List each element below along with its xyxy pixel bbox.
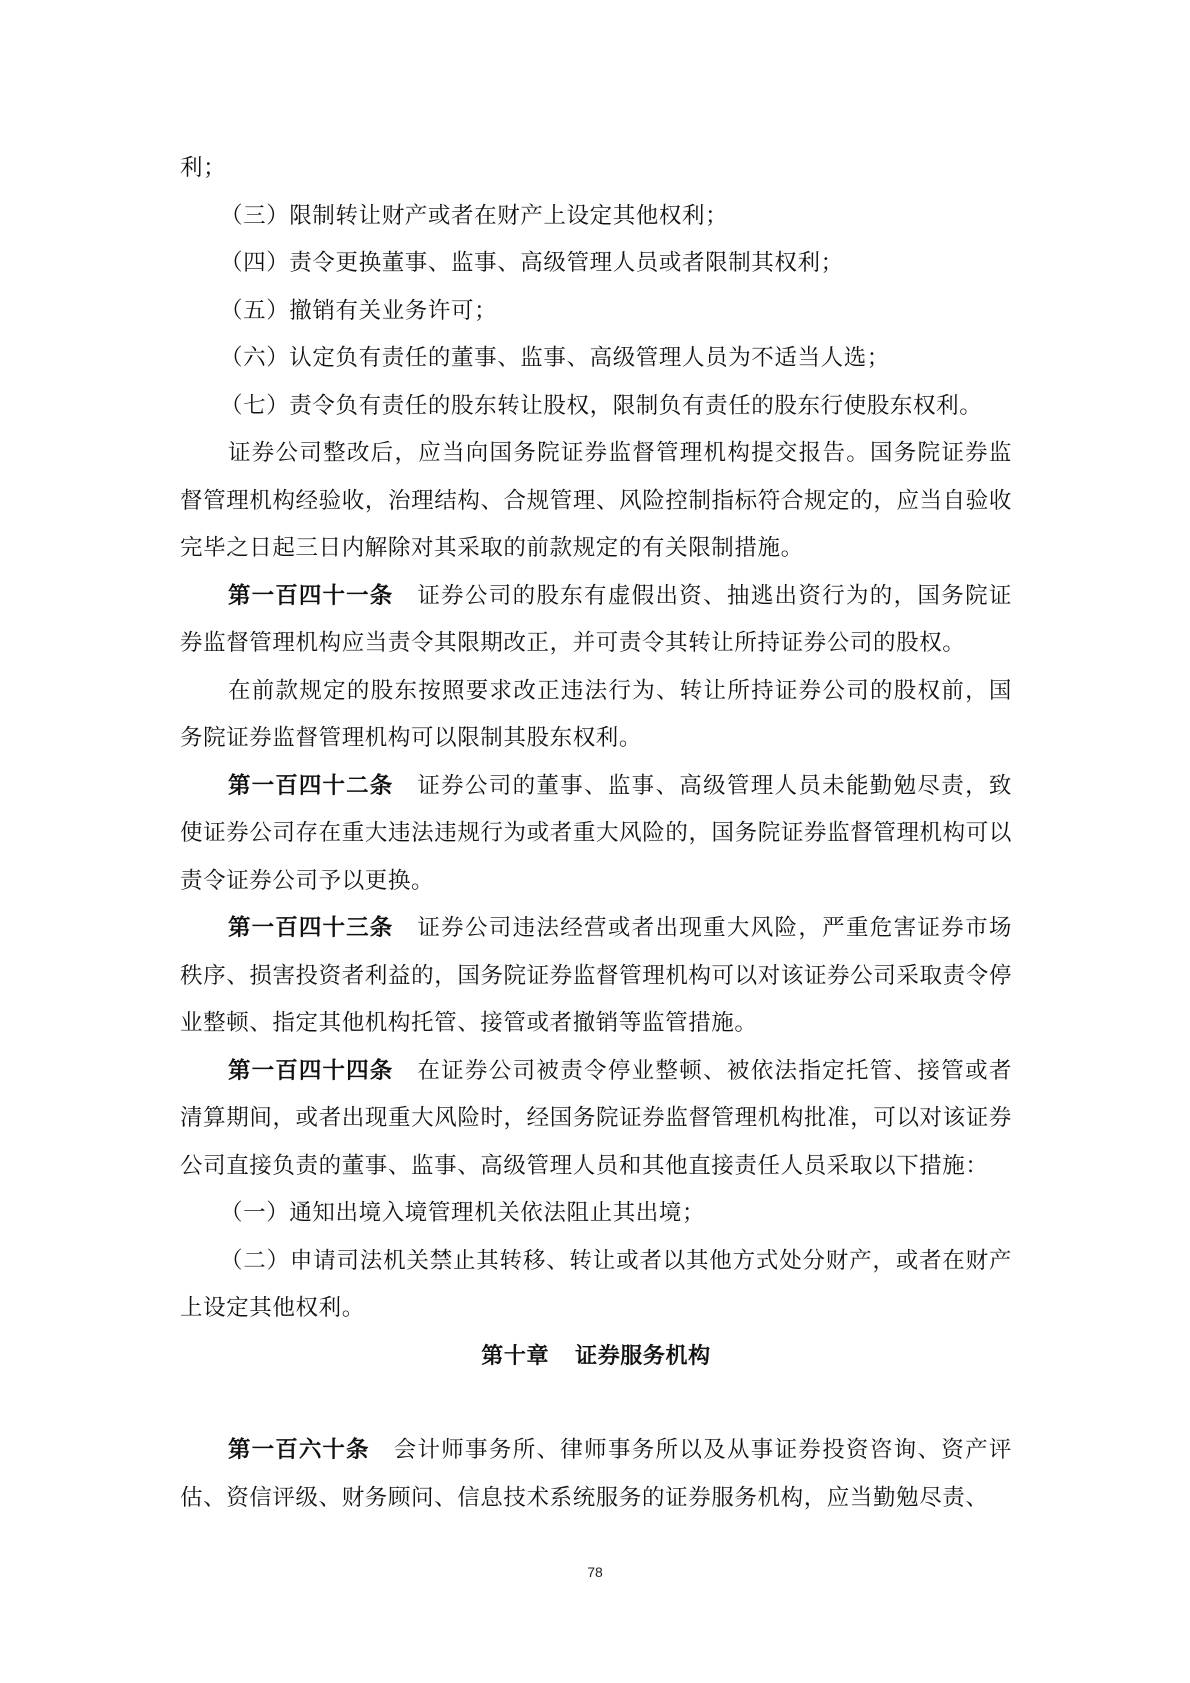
document-body: [180, 145, 1012, 1522]
list-item: （六）认定负有责任的董事、监事、高级管理人员为不适当人选；: [220, 345, 890, 371]
list-item: （五）撤销有关业务许可；: [220, 297, 498, 324]
article-number: 第一百四十二条: [228, 772, 394, 799]
list-item: （一）通知出境入境管理机关依法阻止其出境；: [220, 1200, 706, 1226]
continued-line: 利；: [180, 155, 227, 181]
chapter-title: 证券服务机构: [575, 1343, 711, 1369]
article-number: 第一百六十条: [228, 1437, 370, 1463]
article-141: [180, 573, 1012, 668]
article-text: 证券公司的股东有虚假出资、抽逃出资行为的，国务院证券监督管理机构应当责令其限期改正，并可责令其转让所持证券公司的股权。: [180, 582, 1012, 656]
article-number: 第一百四十四条: [228, 1057, 394, 1084]
paragraph: 证券公司整改后，应当向国务院证券监督管理机构提交报告。国务院证券监督管理机构经验收，治理结构、合规管理、风险控制指标符合规定的，应当自验收完毕之日起三日内解除对其采取的前款规定的有关限制措施。: [180, 440, 1012, 561]
list-item: （二）申请司法机关禁止其转移、转让或者以其他方式处分财产，或者在财产上设定其他权利。: [180, 1247, 1012, 1321]
article-text: 证券公司违法经营或者出现重大风险，严重危害证券市场秩序、损害投资者利益的，国务院证券监督管理机构可以对该证券公司采取责令停业整顿、指定其他机构托管、接管或者撤销等监管措施。: [180, 915, 1012, 1036]
chapter-number: 第十章: [481, 1343, 550, 1369]
article-text: 证券公司的董事、监事、高级管理人员未能勤勉尽责，致使证券公司存在重大违法违规行为或者重大风险的，国务院证券监督管理机构可以责令证券公司予以更换。: [180, 772, 1012, 894]
article-143: [180, 905, 1012, 1048]
list-item: （四）责令更换董事、监事、高级管理人员或者限制其权利；: [220, 250, 844, 276]
article-144: [180, 1048, 1012, 1191]
chapter-heading: [180, 1333, 1012, 1381]
article-number: 第一百四十一条: [228, 582, 394, 609]
list-item: （七）责令负有责任的股东转让股权，限制负有责任的股东行使股东权利。: [220, 392, 983, 419]
article-text: 在证券公司被责令停业整顿、被依法指定托管、接管或者清算期间，或者出现重大风险时，经国务院证券监督管理机构批准，可以对该证券公司直接负责的董事、监事、高级管理人员和其他直接责任人员采取以下措施：: [180, 1057, 1012, 1179]
paragraph: 在前款规定的股东按照要求改正违法行为、转让所持证券公司的股权前，国务院证券监督管理机构可以限制其股东权利。: [180, 677, 1012, 751]
list-item: （三）限制转让财产或者在财产上设定其他权利；: [220, 202, 729, 229]
article-160: [180, 1427, 1012, 1522]
article-text: 会计师事务所、律师事务所以及从事证券投资咨询、资产评估、资信评级、财务顾问、信息技术系统服务的证券服务机构，应当勤勉尽责、: [180, 1437, 1012, 1511]
article-142: [180, 763, 1012, 906]
page-number: 78: [587, 1564, 603, 1580]
article-number: 第一百四十三条: [228, 915, 394, 941]
